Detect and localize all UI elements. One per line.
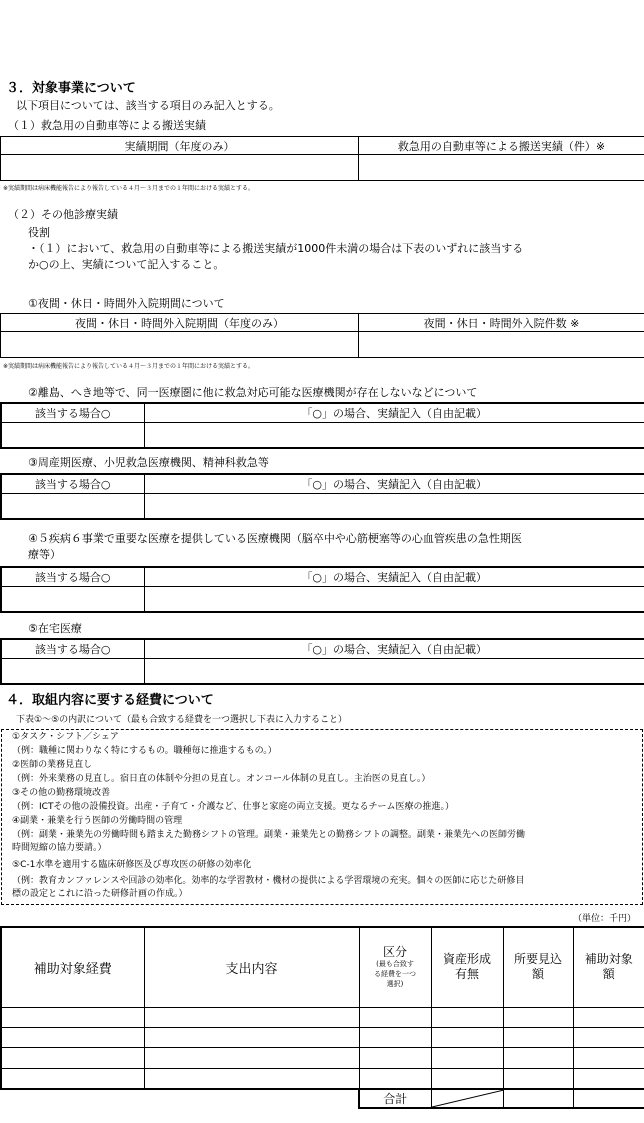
transport-period-cell[interactable] [1,155,359,181]
row1-estimate-cell[interactable] [503,1007,573,1027]
total-asset-cell [431,1089,503,1108]
remote-applicable-header: 該当する場合○ [1,403,144,422]
row2-asset-cell[interactable] [431,1027,503,1047]
five-diseases-applicable-header: 該当する場合○ [1,567,144,586]
role-label: 役割 [28,226,50,239]
row2-subsidy-cell[interactable] [573,1027,644,1047]
category1-example: （例：職種に関わりなく特にするもの。職種毎に推進するもの。） [12,746,277,756]
five-diseases-record-header: 「○」の場合、実績記入（自由記載） [144,567,644,586]
item4-title-line1: ④５疾病６事業で重要な医療を提供している医療機関（脳卒中や心筋梗塞等の心血管疾患の急性期医 [28,532,522,545]
expense-table [0,926,644,1090]
section3-title: ３．対象事業について [6,81,136,96]
estimated-amount-line2: 額 [531,967,544,982]
row2-estimate-cell[interactable] [503,1027,573,1047]
total-label: 合計 [359,1089,431,1108]
classification-note-2: る経費を一つ [374,970,416,979]
remote-applicable-cell[interactable] [1,422,144,448]
category3-title: ③その他の勤務環境改善 [12,788,111,798]
subsidy-amount-header [573,927,644,1007]
table-row [1,1027,644,1047]
night-period-header: 夜間・休日・時間外入院期間（年度のみ） [1,314,359,332]
night-period-cell[interactable] [1,332,359,358]
role-text-line1: ・（１）において、救急用の自動車等による搬送実績が1000件未満の場合は下表のいずれに該当する [28,242,524,255]
category5-title: ⑤C-1水準を適用する臨床研修医及び専攻医の研修の効率化 [12,860,252,870]
remote-area-table [0,402,644,449]
home-care-table [0,638,644,685]
classification-header [359,927,431,1007]
transport-note: ※実績期間は病床機能報告により報告している４月～３月までの１年間における実績とする。 [3,185,255,192]
asset-formation-line2: 有無 [454,967,479,982]
category4-title: ④副業・兼業を行う医師の労働時間の管理 [12,816,183,826]
diagonal-slash [432,1090,504,1107]
section4-title: ４．取組内容に要する経費について [6,693,214,708]
estimated-amount-line1: 所要見込 [513,952,562,967]
perinatal-applicable-header: 該当する場合○ [1,474,144,493]
table-row [1,1007,644,1027]
estimated-amount-header [503,927,573,1007]
table-row [1,1047,644,1068]
transport-count-header: 救急用の自動車等による搬送実績（件）※ [359,137,644,155]
item4-title-line2: 療等） [28,548,61,561]
row2-content-cell[interactable] [144,1027,359,1047]
section4-intro: 下表①～⑤の内訳について（最も合致する経費を一つ選択し下表に入力すること） [16,715,347,725]
expense-category-header: 補助対象経費 [1,927,144,1007]
category2-title: ②医師の業務見直し [12,760,93,770]
row3-content-cell[interactable] [144,1047,359,1068]
home-care-record-header: 「○」の場合、実績記入（自由記載） [144,639,644,658]
row2-category-cell[interactable] [1,1027,144,1047]
transport-count-cell[interactable] [359,155,644,181]
expense-content-header: 支出内容 [144,927,359,1007]
total-row [358,1088,644,1109]
item3-title: ③周産期医療、小児救急医療機関、精神科救急等 [28,456,269,469]
row4-asset-cell[interactable] [431,1068,503,1089]
remote-record-cell[interactable] [144,422,644,448]
row4-content-cell[interactable] [144,1068,359,1089]
category5-example-line2: 標の設定とこれに沿った研修計画の作成。） [12,889,188,899]
role-text-line2: か○の上、実績について記入すること。 [28,258,225,271]
perinatal-record-cell[interactable] [144,493,644,519]
row1-class-cell[interactable] [359,1007,431,1027]
transport-table [0,136,644,181]
item5-title: ⑤在宅医療 [28,622,82,635]
row4-subsidy-cell[interactable] [573,1068,644,1089]
total-estimate-cell[interactable] [503,1089,573,1108]
row4-category-cell[interactable] [1,1068,144,1089]
row1-asset-cell[interactable] [431,1007,503,1027]
category4-example-line2: 時間短縮の協力要請。） [12,843,107,853]
five-diseases-table [0,566,644,613]
home-care-record-cell[interactable] [144,658,644,684]
five-diseases-record-cell[interactable] [144,586,644,612]
total-subsidy-cell[interactable] [573,1089,644,1108]
night-admission-note: ※実績期間は病床機能報告により報告している４月～３月までの１年間における実績とする。 [3,363,255,370]
row3-subsidy-cell[interactable] [573,1047,644,1068]
asset-formation-header [431,927,503,1007]
row1-subsidy-cell[interactable] [573,1007,644,1027]
asset-formation-line1: 資産形成 [442,952,491,967]
category2-example: （例：外来業務の見直し。宿日直の体制や分担の見直し。オンコール体制の見直し。主治医の見直し。） [12,774,431,784]
perinatal-record-header: 「○」の場合、実績記入（自由記載） [144,474,644,493]
category5-example-line1: （例：教育カンファレンスや回診の効率化。効率的な学習教材・機材の提供による学習環境の充実。個々の医師に応じた研修目 [12,876,525,886]
night-count-header: 夜間・休日・時間外入院件数 ※ [359,314,644,332]
subsidy-amount-line1: 補助対象 [584,952,633,967]
perinatal-applicable-cell[interactable] [1,493,144,519]
classification-note-3: 選択) [386,980,404,989]
row3-class-cell[interactable] [359,1047,431,1068]
item2-title: ②離島、へき地等で、同一医療圏に他に救急対応可能な医療機関が存在しないなどについて [28,386,478,399]
classification-label: 区分 [382,945,407,960]
row1-category-cell[interactable] [1,1007,144,1027]
row2-class-cell[interactable] [359,1027,431,1047]
row3-category-cell[interactable] [1,1047,144,1068]
subsidy-amount-line2: 額 [602,967,615,982]
row1-content-cell[interactable] [144,1007,359,1027]
five-diseases-applicable-cell[interactable] [1,586,144,612]
category1-title: ①タスク・シフト／シェア [12,732,119,742]
remote-record-header: 「○」の場合、実績記入（自由記載） [144,403,644,422]
section3-intro: 以下項目については、該当する項目のみ記入とする。 [16,99,280,112]
table-row [1,1068,644,1089]
home-care-applicable-header: 該当する場合○ [1,639,144,658]
home-care-applicable-cell[interactable] [1,658,144,684]
classification-note-1: (最も合致す [376,960,414,969]
category4-example-line1: （例：副業・兼業先の労働時間も踏まえた勤務シフトの管理。副業・兼業先との勤務シフトの調整。副業・兼業先への医師労働 [12,830,526,840]
perinatal-table [0,473,644,520]
item1-title: ①夜間・休日・時間外入院期間について [28,297,225,310]
row3-asset-cell[interactable] [431,1047,503,1068]
unit-label: （単位：千円） [572,914,636,924]
subsection-transport-title: （１）救急用の自動車等による搬送実績 [8,119,206,132]
category3-example: （例：ICTその他の設備投資。出産・子育て・介護など、仕事と家庭の両立支援。更なるチーム医療の推進。） [12,802,454,812]
night-count-cell[interactable] [359,332,644,358]
row4-estimate-cell[interactable] [503,1068,573,1089]
subsection-other-title: （２）その他診療実績 [8,208,118,221]
transport-period-header: 実績期間（年度のみ） [1,137,359,155]
row3-estimate-cell[interactable] [503,1047,573,1068]
row4-class-cell[interactable] [359,1068,431,1089]
night-admission-table [0,313,644,358]
